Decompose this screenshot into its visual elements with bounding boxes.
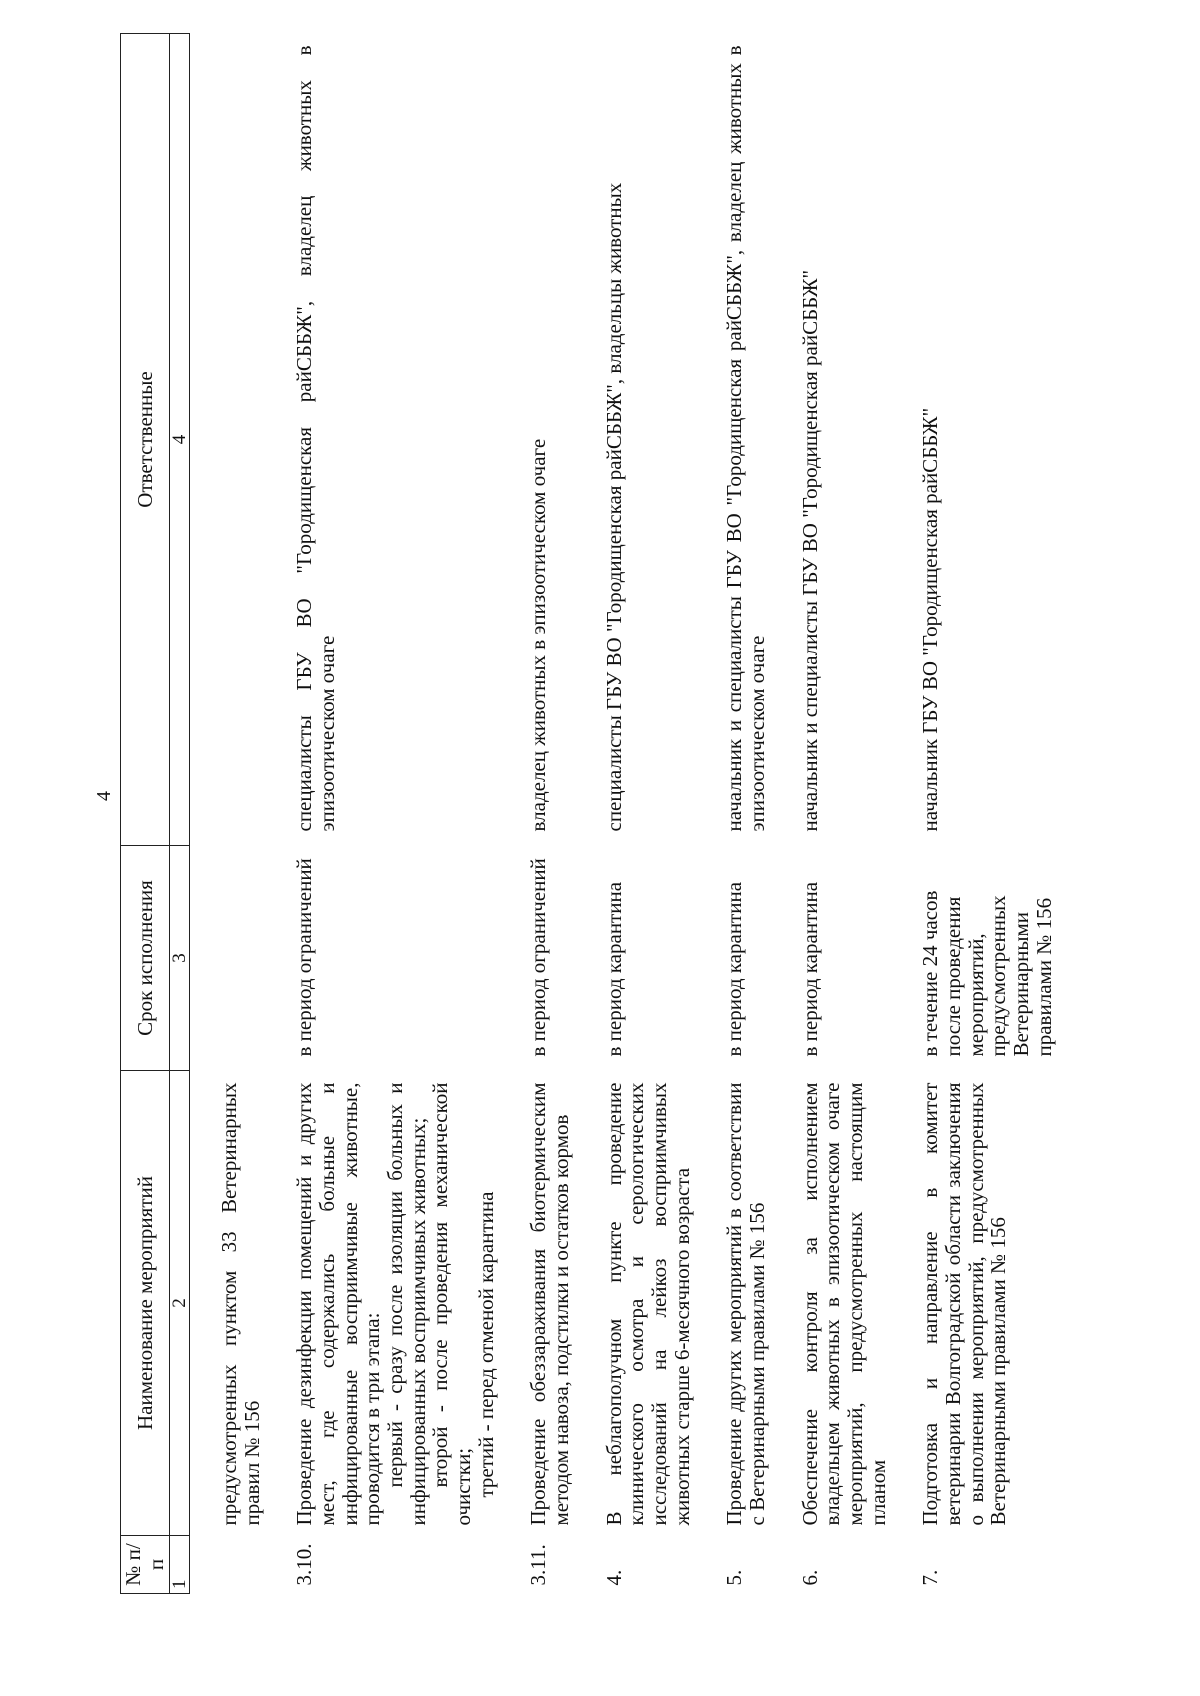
table-row [190,34,264,1594]
row-name: Обеспечение контроля за исполнением владельцем животных в эпизоотическом очаге мероприятий, предусмотренных настоящим планом [797,1082,890,1526]
row-term [190,846,264,1071]
row-name [293,1071,497,1536]
row-num: 6. [797,1569,822,1586]
header-responsible: Ответственные [121,34,170,846]
row-num: 7. [918,1569,943,1586]
row-name-line: Проведение дезинфекции помещений и других мест, где содержались больные и инфицированные восприимчивые животные, проводится в три этапа: [292,1082,385,1526]
row-term: в период карантина [722,881,747,1057]
row-term: в течение 24 часов после проведения мероприятий, предусмотренных Ветеринарными правилами № 156 [918,890,1056,1057]
row-responsible [190,34,264,846]
table-column-numbers-row [170,34,190,1594]
table-row [799,34,890,1594]
header-num: № п/п [121,1536,170,1594]
measures-table [120,33,1055,1594]
row-name-line: первый - сразу после изоляции больных и инфицированных восприимчивых животных; [383,1082,430,1526]
column-number-1: 1 [170,1536,190,1594]
header-name: Наименование мероприятий [121,1071,170,1536]
row-name: предусмотренных пунктом 33 Ветеринарных правил № 156 [217,1082,264,1526]
row-name: Проведение обеззараживания биотермическим методом навоза, подстилки и остатков кормов [526,1082,574,1526]
row-num [190,1536,264,1594]
table-row [527,34,572,1594]
row-responsible: начальник и специалисты ГБУ ВО "Городищенская райСББЖ" [797,269,822,832]
row-responsible: специалисты ГБУ ВО "Городищенская райСББЖ", владелец животных в эпизоотическом очаге [292,45,340,832]
table-header-row [121,34,170,1594]
row-responsible: специалисты ГБУ ВО "Городищенская райСББЖ", владельцы животных [601,182,626,832]
row-num: 4. [601,1569,626,1586]
table-row [293,34,497,1594]
row-responsible: начальник ГБУ ВО "Городищенская райСББЖ" [918,407,943,832]
column-number-3: 3 [170,846,190,1071]
header-term: Срок исполнения [121,846,170,1071]
table-row [723,34,768,1594]
page-number: 4 [93,791,115,801]
row-num: 3.10. [292,1543,317,1586]
row-name: В неблагополучном пункте проведение клинического осмотра и серологических исследований на лейкоз восприимчивых животных старше 6-месячного возраста [601,1082,694,1526]
column-number-2: 2 [170,1071,190,1536]
row-name-line: второй - после проведения механической очистки; [428,1082,476,1526]
row-name: Подготовка и направление в комитет ветеринарии Волгоградской области заключения о выполнении мероприятий, предусмотренных Ветеринарными правилами № 156 [918,1082,1011,1526]
row-name: Проведение других мероприятий в соответствии с Ветеринарными правилами № 156 [722,1082,770,1526]
row-num: 3.11. [526,1544,551,1586]
row-term: в период ограничений [526,858,551,1057]
table-row [603,34,694,1594]
row-term: в период карантина [601,881,626,1057]
row-term: в период карантина [797,881,822,1057]
row-term: в период ограничений [292,858,317,1057]
row-num: 5. [722,1569,747,1586]
column-number-4: 4 [170,34,190,846]
row-name-line: третий - перед отменой карантина [473,1191,498,1498]
table-row [919,34,1055,1594]
row-responsible: начальник и специалисты ГБУ ВО "Городищенская райСББЖ", владелец животных в эпизоотическом очаге [722,45,770,832]
row-responsible: владелец животных в эпизоотическом очаге [526,438,551,832]
